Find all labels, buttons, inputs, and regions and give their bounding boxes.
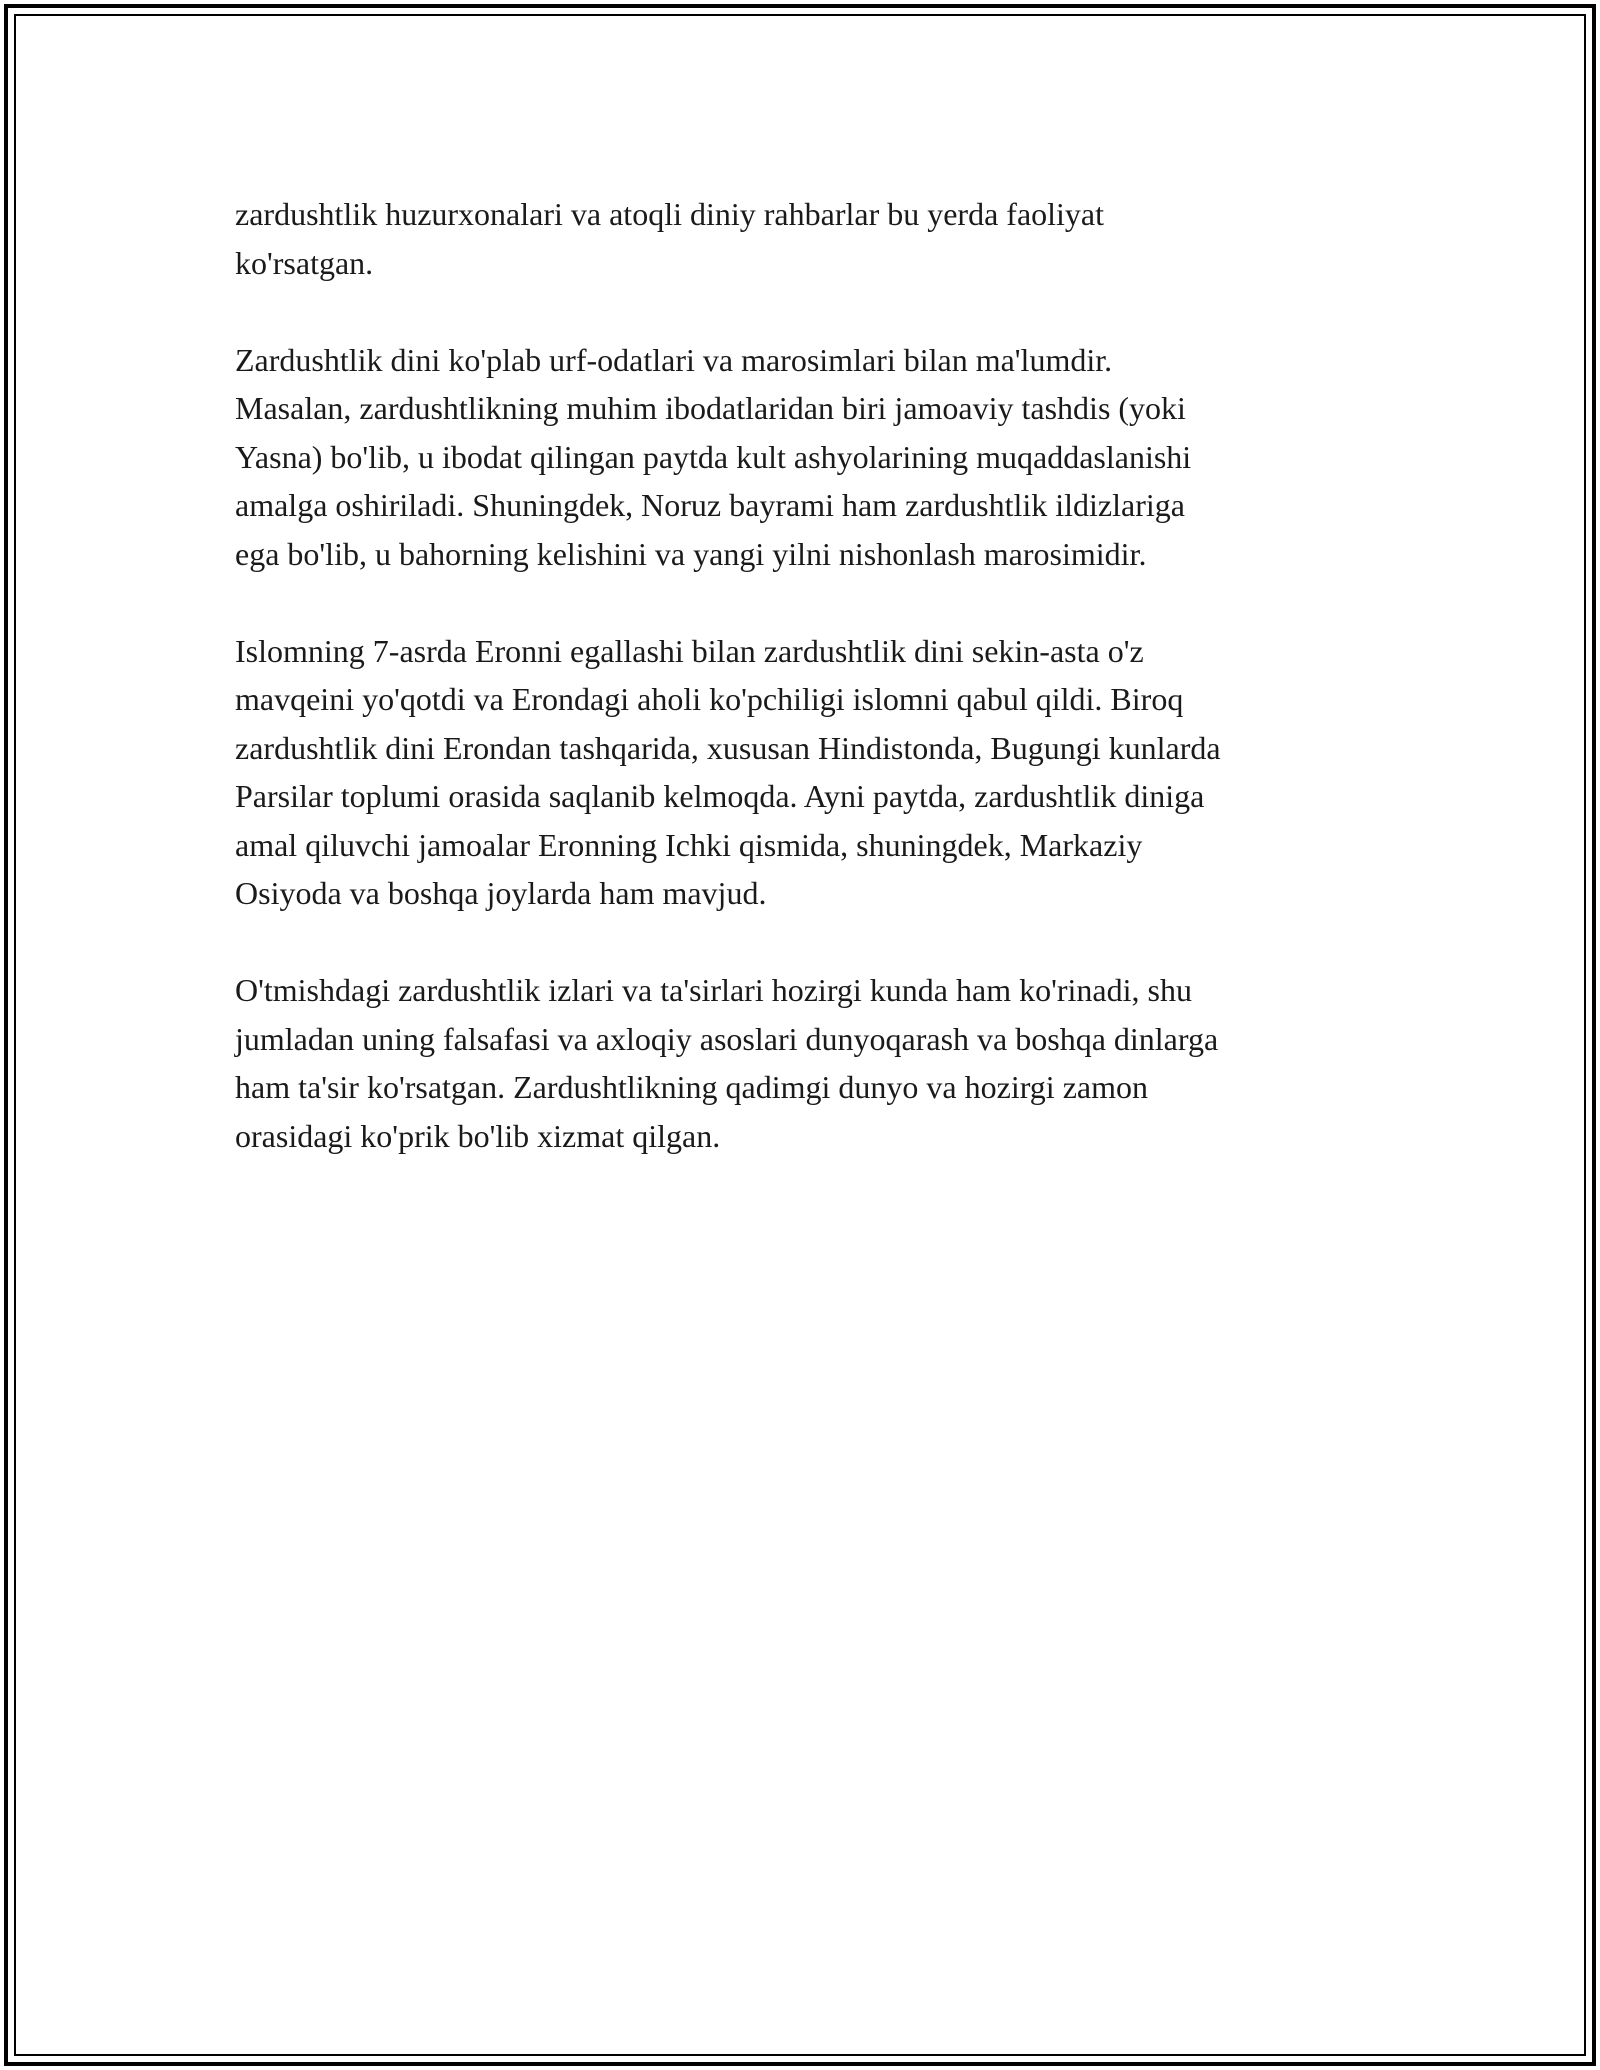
paragraph-1 (235, 190, 1385, 287)
paragraph-3-line-4: Parsilar toplumi orasida saqlanib kelmoqda. Ayni paytda, zardushtlik diniga (235, 778, 1205, 814)
paragraph-4 (235, 966, 1385, 1160)
paragraph-2 (235, 336, 1385, 579)
document-body (235, 190, 1385, 1209)
paragraph-4-line-4: orasidagi ko'prik bo'lib xizmat qilgan. (235, 1117, 721, 1154)
paragraph-3-line-5: amal qiluvchi jamoalar Eronning Ichki qismida, shuningdek, Markaziy (235, 826, 1143, 863)
paragraph-3-line-1: Islomning 7-asrda Eronni egallashi bilan zardushtlik dini sekin-asta o'z (235, 632, 1144, 669)
paragraph-3 (235, 627, 1385, 918)
paragraph-2-line-1: Zardushtlik dini ko'plab urf-odatlari va marosimlari bilan ma'lumdir. (235, 341, 1113, 378)
paragraph-4-line-3: ham ta'sir ko'rsatgan. Zardushtlikning qadimgi dunyo va hozirgi zamon (235, 1069, 1148, 1105)
paragraph-2-line-2: Masalan, zardushtlikning muhim ibodatlaridan biri jamoaviy tashdis (yoki (235, 390, 1186, 426)
paragraph-3-line-3: zardushtlik dini Erondan tashqarida, xususan Hindistonda, Bugungi kunlarda (235, 729, 1221, 766)
paragraph-2-line-4: amalga oshiriladi. Shuningdek, Noruz bayrami ham zardushtlik ildizlariga (235, 487, 1185, 523)
paragraph-4-line-1: O'tmishdagi zardushtlik izlari va ta'sirlari hozirgi kunda ham ko'rinadi, shu (235, 972, 1192, 1008)
paragraph-1-line-1: zardushtlik huzurxonalari va atoqli diniy rahbarlar bu yerda faoliyat (235, 196, 1105, 232)
paragraph-3-line-6: Osiyoda va boshqa joylarda ham mavjud. (235, 875, 767, 911)
paragraph-1-line-2: ko'rsatgan. (235, 244, 374, 281)
paragraph-3-line-2: mavqeini yo'qotdi va Erondagi aholi ko'pchiligi islomni qabul qildi. Biroq (235, 681, 1184, 717)
paragraph-2-line-3: Yasna) bo'lib, u ibodat qilingan paytda kult ashyolarining muqaddaslanishi (235, 438, 1192, 475)
paragraph-2-line-5: ega bo'lib, u bahorning kelishini va yangi yilni nishonlash marosimidir. (235, 535, 1147, 572)
paragraph-4-line-2: jumladan uning falsafasi va axloqiy asoslari dunyoqarash va boshqa dinlarga (235, 1020, 1219, 1057)
